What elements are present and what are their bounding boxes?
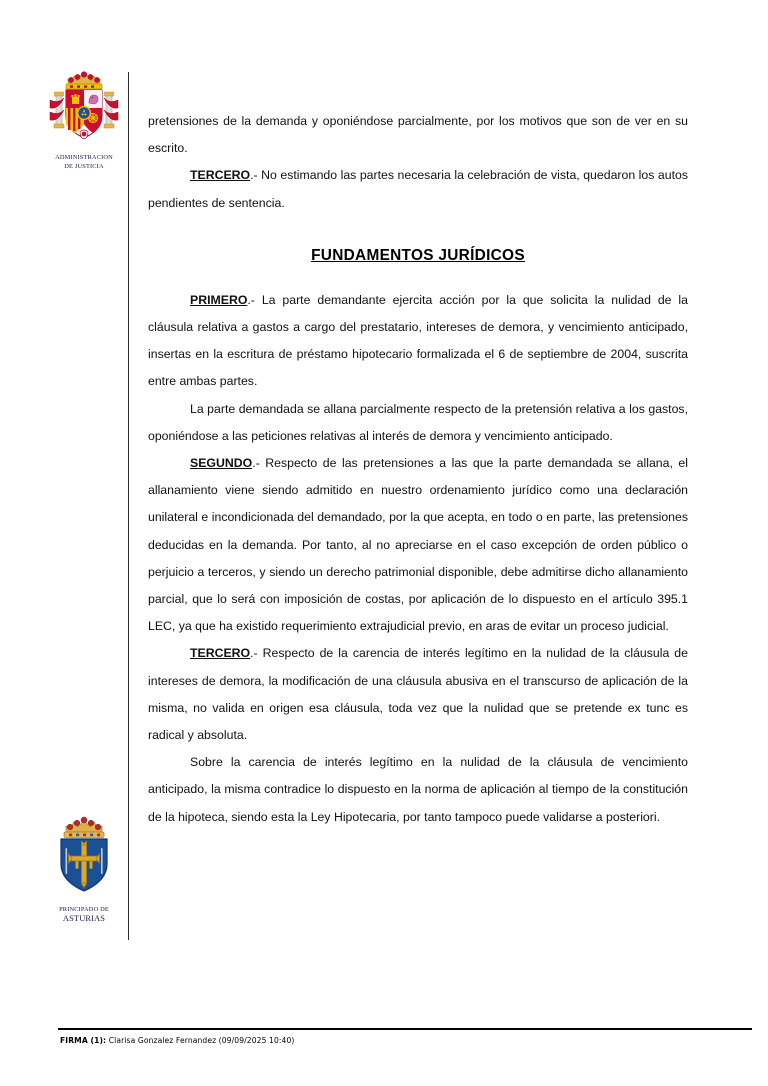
- footer-signature: [60, 1036, 294, 1045]
- document-text-column: [148, 108, 688, 831]
- paragraph-continuation: [148, 108, 688, 162]
- paragraph-continuation-text: pretensiones de la demanda y oponiéndose parcialmente, por los motivos que son de ver en su escrito.: [148, 114, 688, 156]
- footer-signature-label: FIRMA (1):: [60, 1036, 107, 1045]
- paragraph-fj-primero: [148, 287, 688, 396]
- paragraph-lead-fj-tercero: TERCERO: [190, 646, 251, 661]
- margin-rule: [128, 72, 129, 940]
- paragraph-lead-tercero: TERCERO: [190, 168, 251, 183]
- emblem-caption-asturias: [40, 905, 128, 923]
- paragraph-fj-tercero: [148, 640, 688, 749]
- paragraph-fj-segundo-text: .- Respecto de las pretensiones a las que la parte demandada se allana, el allanamiento viene siendo admitido en nuestro ordenamiento jurídico como una declaración unilateral e incondicionada del demandado, por la que acepta, en todo o en parte, las pretensiones deducidas en la demanda. Por tanto, al no apreciarse en el caso excepción de orden público o perjuicio a terceros, y siendo un derecho patrimonial disponible, debe admitirse dicho allanamiento parcial, que lo será con imposición de costas, por aplicación de lo dispuesto en el artículo 395.1 LEC, ya que ha existido requerimiento extrajudicial previo, en aras de evitar un proceso judicial.: [148, 456, 688, 634]
- paragraph-tercero-text: .- No estimando las partes necesaria la celebración de vista, quedaron los autos pendientes de sentencia.: [148, 168, 688, 210]
- asturias-coat-of-arms-icon: [44, 885, 124, 902]
- section-title-fundamentos-juridicos: FUNDAMENTOS JURÍDICOS: [311, 246, 525, 264]
- emblem-caption-justicia-line2: DE JUSTICIA: [64, 163, 104, 170]
- paragraph-lead-segundo: SEGUNDO: [190, 456, 253, 471]
- paragraph-fj-tercero-b-text: Sobre la carencia de interés legítimo en la nulidad de la cláusula de vencimiento anticipado, la misma contradice lo dispuesto en la norma de aplicación al tiempo de la constitución de la hipoteca, siendo esta la Ley Hipotecaria, por tanto tampoco puede validarse a posteriori.: [148, 755, 688, 824]
- emblem-caption-asturias-line1: PRINCIPADO DE: [59, 906, 109, 913]
- paragraph-fj-primero-b: [148, 396, 688, 450]
- paragraph-fj-segundo: [148, 450, 688, 640]
- spain-coat-of-arms-icon: [44, 133, 124, 150]
- footer-signature-value: Clarisa Gonzalez Fernandez (09/09/2025 10:40): [108, 1036, 295, 1045]
- emblem-administracion-justicia: [40, 68, 128, 171]
- paragraph-tercero-antecedente: [148, 162, 688, 216]
- paragraph-fj-tercero-b: [148, 749, 688, 831]
- emblem-caption-asturias-line2: ASTURIAS: [62, 914, 106, 923]
- paragraph-fj-tercero-text: .- Respecto de la carencia de interés legítimo en la nulidad de la cláusula de intereses de demora, la modificación de una cláusula abusiva en el transcurso de aplicación de la misma, no valida en origen esa cláusula, toda vez que la nulidad que se pretende ex tunc es radical y absoluta.: [148, 646, 688, 743]
- emblem-caption-justicia: [40, 153, 128, 171]
- paragraph-fj-primero-b-text: La parte demandada se allana parcialmente respecto de la pretensión relativa a los gastos, oponiéndose a las peticiones relativas al interés de demora y vencimiento anticipado.: [148, 401, 688, 443]
- footer-divider: [58, 1028, 752, 1030]
- paragraph-fj-primero-text: .- La parte demandante ejercita acción por la que solicita la nulidad de la cláusula relativa a gastos a cargo del prestatario, intereses de demora, y vencimiento anticipado, insertas en la escritura de préstamo hipotecario formalizada el 6 de septiembre de 2004, suscrita entre ambas partes.: [148, 292, 688, 389]
- paragraph-lead-primero: PRIMERO: [190, 292, 248, 307]
- emblem-caption-justicia-line1: ADMINISTRACION: [55, 154, 113, 161]
- emblem-principado-asturias: [40, 812, 128, 923]
